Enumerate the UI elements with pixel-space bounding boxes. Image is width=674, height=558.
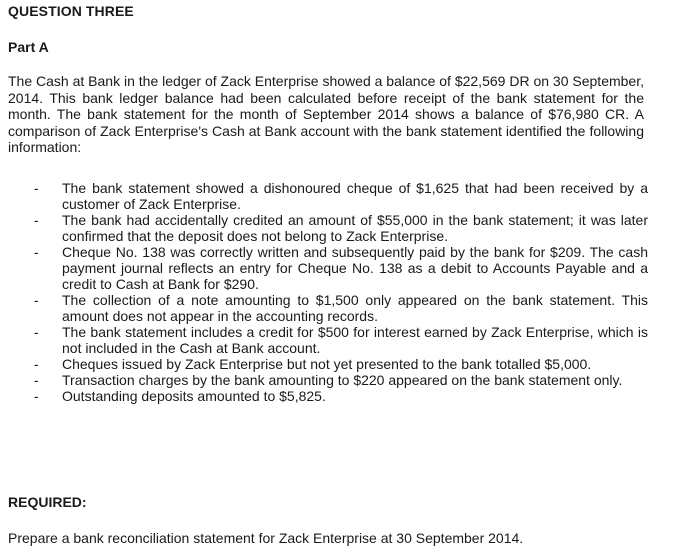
list-item-text: Outstanding deposits amounted to $5,825. (62, 388, 326, 404)
list-item-text: Cheque No. 138 was correctly written and subsequently paid by the bank for $209. The cash payment journal reflects an entry for Cheque No. 138 as a debit to Accounts Payable and a credit to Cash at Bank for $290. (62, 244, 648, 292)
list-item (8, 324, 648, 356)
bullet-dash: - (34, 324, 39, 340)
list-item (8, 292, 648, 324)
list-item-text: The collection of a note amounting to $1,500 only appeared on the bank statement. This amount does not appear in the accounting records. (62, 292, 648, 324)
list-item-text: The bank statement showed a dishonoured cheque of $1,625 that had been received by a customer of Zack Enterprise. (62, 180, 648, 212)
information-list (8, 180, 648, 404)
bullet-dash: - (34, 372, 39, 388)
part-title: Part A (8, 39, 49, 55)
list-item-text: Transaction charges by the bank amounting to $220 appeared on the bank statement only. (62, 372, 623, 388)
list-item (8, 180, 648, 212)
question-title: QUESTION THREE (8, 3, 134, 19)
bullet-dash: - (34, 356, 39, 372)
list-item (8, 356, 648, 372)
bullet-dash: - (34, 212, 39, 228)
bullet-dash: - (34, 244, 39, 260)
list-item (8, 372, 648, 388)
list-item (8, 244, 648, 292)
list-item (8, 388, 648, 404)
list-item-text: The bank had accidentally credited an amount of $55,000 in the bank statement; it was later confirmed that the deposit does not belong to Zack Enterprise. (62, 212, 648, 244)
list-item (8, 212, 648, 244)
required-title: REQUIRED: (8, 494, 87, 510)
bullet-dash: - (34, 180, 39, 196)
list-item-text: The bank statement includes a credit for $500 for interest earned by Zack Enterprise, which is not included in the Cash at Bank account. (62, 324, 648, 356)
bullet-dash: - (34, 292, 39, 308)
required-instruction: Prepare a bank reconciliation statement for Zack Enterprise at 30 September 2014. (8, 530, 524, 546)
list-item-text: Cheques issued by Zack Enterprise but not yet presented to the bank totalled $5,000. (62, 356, 592, 372)
bullet-dash: - (34, 388, 39, 404)
intro-paragraph: The Cash at Bank in the ledger of Zack Enterprise showed a balance of $22,569 DR on 30 September, 2014. This bank ledger balance had been calculated before receipt of the bank statement for the month. The bank statement for the month of September 2014 shows a balance of $76,980 CR. A comparison of Zack Enterprise's Cash at Bank account with the bank statement identified the following information: (8, 73, 644, 155)
